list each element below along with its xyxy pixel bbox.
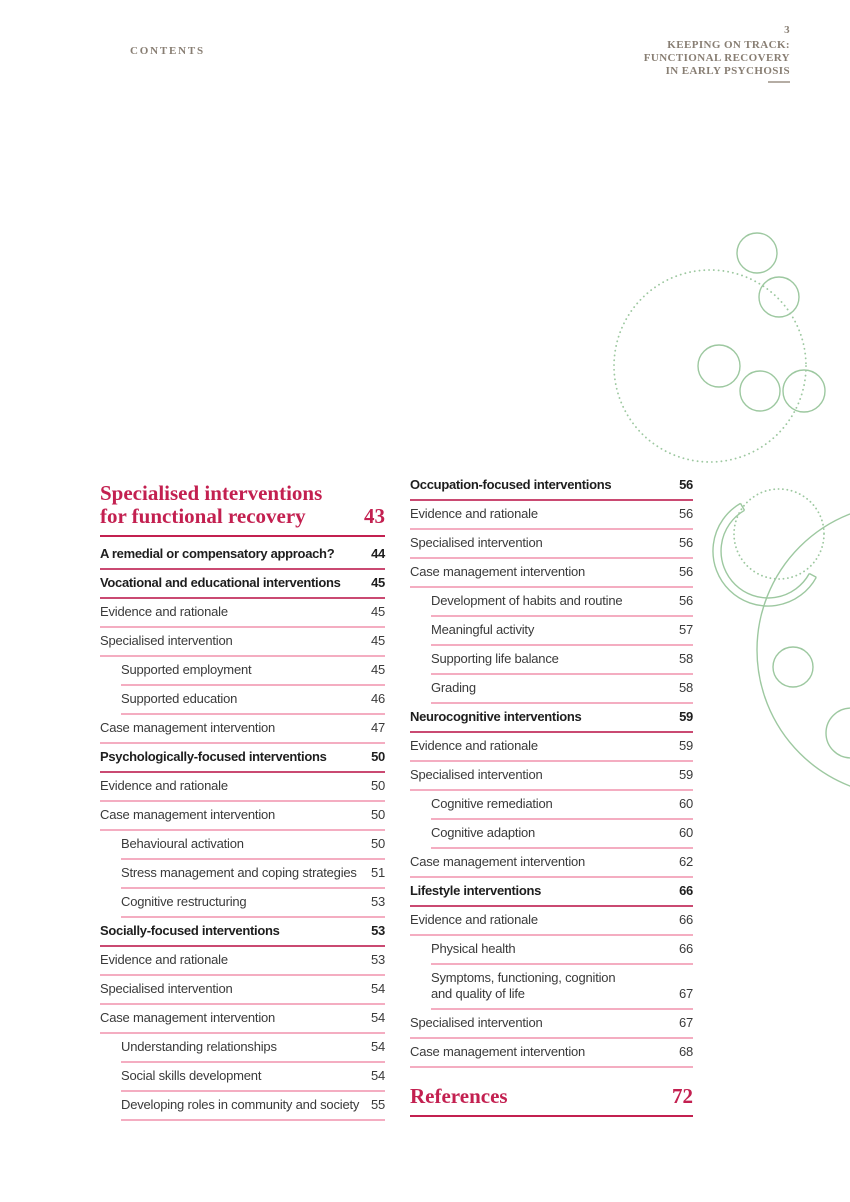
circle: [773, 647, 813, 687]
toc-entry[interactable]: [410, 912, 693, 936]
toc-entry[interactable]: [410, 535, 693, 559]
toc-entry-page: 66: [678, 941, 693, 956]
toc-entry-label: Psychologically-focused interventions: [100, 749, 327, 764]
toc-entry[interactable]: [410, 709, 693, 733]
references-label: References: [410, 1084, 508, 1108]
toc-entry-page: 50: [370, 778, 385, 793]
toc-entry-label: Vocational and educational interventions: [100, 575, 341, 590]
toc-entry-page: 54: [370, 981, 385, 996]
right-column-rows: [410, 477, 693, 1068]
toc-entry-label: Evidence and rationale: [100, 778, 228, 793]
toc-entry-label: Specialised intervention: [410, 1015, 543, 1030]
toc-entry-label: Case management intervention: [100, 720, 276, 735]
chapter-heading-line2: for functional recovery: [100, 504, 306, 528]
toc-entry[interactable]: [410, 883, 693, 907]
toc-entry[interactable]: [121, 691, 385, 715]
toc-entry[interactable]: [100, 720, 385, 744]
toc-entry-page: 47: [370, 720, 385, 735]
toc-entry-page: 57: [678, 622, 693, 637]
toc-entry[interactable]: [410, 854, 693, 878]
toc-entry[interactable]: [100, 633, 385, 657]
toc-entry-label: Supported employment: [121, 662, 252, 677]
toc-entry[interactable]: [410, 564, 693, 588]
toc-entry-page: 54: [370, 1039, 385, 1054]
toc-entry[interactable]: [100, 604, 385, 628]
toc-entry-page: 66: [679, 883, 693, 898]
circle: [698, 345, 740, 387]
toc-entry-label: Physical health: [431, 941, 516, 956]
toc-entry-page: 67: [678, 1015, 693, 1030]
toc-entry-label: Cognitive restructuring: [121, 894, 247, 909]
toc-entry[interactable]: [431, 970, 693, 1010]
toc-entry[interactable]: [100, 923, 385, 947]
toc-entry-label: Meaningful activity: [431, 622, 535, 637]
circle: [759, 277, 799, 317]
title-line-3: IN EARLY PSYCHOSIS: [665, 65, 790, 77]
toc-entry-page: 56: [678, 535, 693, 550]
toc-entry-label: Socially-focused interventions: [100, 923, 280, 938]
toc-entry[interactable]: [100, 575, 385, 599]
toc-entry[interactable]: [121, 1097, 385, 1121]
references-heading[interactable]: [410, 1084, 693, 1117]
toc-entry[interactable]: [100, 1010, 385, 1034]
toc-entry-page: 56: [679, 477, 693, 492]
toc-entry-page: 54: [370, 1068, 385, 1083]
circle: [737, 233, 777, 273]
toc-entry-page: 53: [370, 894, 385, 909]
toc-entry[interactable]: [431, 941, 693, 965]
toc-entry-page: 46: [370, 691, 385, 706]
contents-label: CONTENTS: [130, 45, 205, 57]
toc-entry-label: Evidence and rationale: [410, 738, 538, 753]
toc-entry-page: 66: [678, 912, 693, 927]
toc-entry-label: Case management intervention: [100, 1010, 276, 1025]
toc-entry-label: Evidence and rationale: [410, 506, 538, 521]
toc-entry-page: 62: [678, 854, 693, 869]
toc-entry-label: Symptoms, functioning, cognition and quality of life: [431, 970, 616, 1001]
toc-entry-page: 67: [678, 986, 693, 1001]
toc-entry-label: Lifestyle interventions: [410, 883, 542, 898]
dotted-circle-small: [734, 489, 824, 579]
toc-entry[interactable]: [431, 651, 693, 675]
toc-entry-label: Evidence and rationale: [410, 912, 538, 927]
toc-entry-page: 50: [371, 749, 385, 764]
toc-entry-label: Case management intervention: [410, 854, 586, 869]
chapter-heading-line1: Specialised interventions: [100, 481, 323, 505]
toc-entry-label: Development of habits and routine: [431, 593, 623, 608]
toc-entry-page: 59: [678, 767, 693, 782]
toc-entry[interactable]: [410, 738, 693, 762]
toc-entry-label: Evidence and rationale: [100, 952, 228, 967]
toc-entry-page: 51: [370, 865, 385, 880]
toc-entry-page: 68: [678, 1044, 693, 1059]
toc-entry-label: Case management intervention: [410, 1044, 586, 1059]
toc-entry-page: 60: [678, 825, 693, 840]
toc-entry-label: Social skills development: [121, 1068, 262, 1083]
toc-entry-label: Occupation-focused interventions: [410, 477, 612, 492]
toc-entry-label: Evidence and rationale: [100, 604, 228, 619]
toc-entry-label: Supporting life balance: [431, 651, 559, 666]
toc-right-column: [410, 477, 693, 1117]
toc-entry[interactable]: [100, 546, 385, 570]
toc-entry[interactable]: [431, 593, 693, 617]
toc-entry-page: 58: [678, 651, 693, 666]
chapter-heading-page: 43: [364, 504, 385, 528]
toc-entry[interactable]: [100, 981, 385, 1005]
toc-entry-label: Grading: [431, 680, 476, 695]
toc-entry-page: 60: [678, 796, 693, 811]
toc-entry[interactable]: [121, 1068, 385, 1092]
toc-entry-page: 45: [370, 662, 385, 677]
dotted-circle-large: [614, 270, 806, 462]
toc-entry-label: Understanding relationships: [121, 1039, 277, 1054]
circle: [783, 370, 825, 412]
toc-entry-page: 53: [370, 952, 385, 967]
toc-entry[interactable]: [121, 865, 385, 889]
c-arc-inner: [721, 510, 809, 598]
toc-entry-label: Specialised intervention: [100, 633, 233, 648]
toc-entry[interactable]: [100, 952, 385, 976]
toc-left-column: [100, 482, 385, 1126]
toc-entry-label: A remedial or compensatory approach?: [100, 546, 335, 561]
toc-entry[interactable]: [431, 825, 693, 849]
c-arc-caps: [741, 503, 817, 577]
toc-entry-page: 54: [370, 1010, 385, 1025]
toc-entry-page: 59: [678, 738, 693, 753]
toc-entry[interactable]: [100, 778, 385, 802]
toc-entry-page: 45: [370, 604, 385, 619]
references-page: 72: [672, 1084, 693, 1108]
toc-entry-page: 58: [678, 680, 693, 695]
toc-entry-page: 45: [370, 633, 385, 648]
page-number: 3: [784, 24, 790, 36]
circle-edge-clipped: [826, 708, 850, 758]
circle: [740, 371, 780, 411]
toc-entry-label: Specialised intervention: [410, 535, 543, 550]
toc-entry-page: 59: [679, 709, 693, 724]
toc-entry-page: 55: [370, 1097, 385, 1112]
toc-entry-label: Stress management and coping strategies: [121, 865, 357, 880]
toc-entry-label: Behavioural activation: [121, 836, 244, 851]
toc-entry[interactable]: [121, 662, 385, 686]
title-underline: [768, 81, 790, 83]
toc-entry[interactable]: [431, 796, 693, 820]
toc-entry[interactable]: [410, 477, 693, 501]
toc-entry-page: 56: [678, 506, 693, 521]
circle-large-clipped: [757, 504, 850, 796]
toc-entry-label: Neurocognitive interventions: [410, 709, 582, 724]
title-line-2: FUNCTIONAL RECOVERY: [643, 52, 790, 64]
toc-entry-label: Specialised intervention: [410, 767, 543, 782]
c-arc-outer: [713, 503, 816, 606]
toc-entry[interactable]: [100, 749, 385, 773]
toc-entry-page: 45: [371, 575, 385, 590]
toc-entry[interactable]: [410, 1044, 693, 1068]
document-title-block: [644, 24, 790, 83]
toc-entry-label: Developing roles in community and society: [121, 1097, 360, 1112]
toc-entry-page: 44: [371, 546, 385, 561]
toc-entry-label: Specialised intervention: [100, 981, 233, 996]
toc-entry[interactable]: [121, 894, 385, 918]
toc-entry-label: Cognitive adaption: [431, 825, 536, 840]
toc-entry-page: 50: [370, 807, 385, 822]
toc-entry[interactable]: [431, 680, 693, 704]
toc-entry[interactable]: [100, 807, 385, 831]
toc-entry-page: 56: [678, 593, 693, 608]
toc-entry-page: 53: [371, 923, 385, 938]
toc-entry-page: 50: [370, 836, 385, 851]
toc-entry[interactable]: [121, 1039, 385, 1063]
toc-entry-label: Supported education: [121, 691, 238, 706]
toc-entry[interactable]: [431, 622, 693, 646]
toc-entry[interactable]: [121, 836, 385, 860]
toc-entry[interactable]: [410, 506, 693, 530]
toc-entry-page: 56: [678, 564, 693, 579]
toc-entry-label: Cognitive remediation: [431, 796, 553, 811]
toc-entry[interactable]: [410, 767, 693, 791]
toc-entry[interactable]: [410, 1015, 693, 1039]
left-column-rows: [100, 546, 385, 1121]
chapter-heading[interactable]: [100, 482, 385, 537]
toc-entry-label: Case management intervention: [410, 564, 586, 579]
title-line-1: KEEPING ON TRACK:: [667, 39, 790, 51]
toc-entry-label: Case management intervention: [100, 807, 276, 822]
